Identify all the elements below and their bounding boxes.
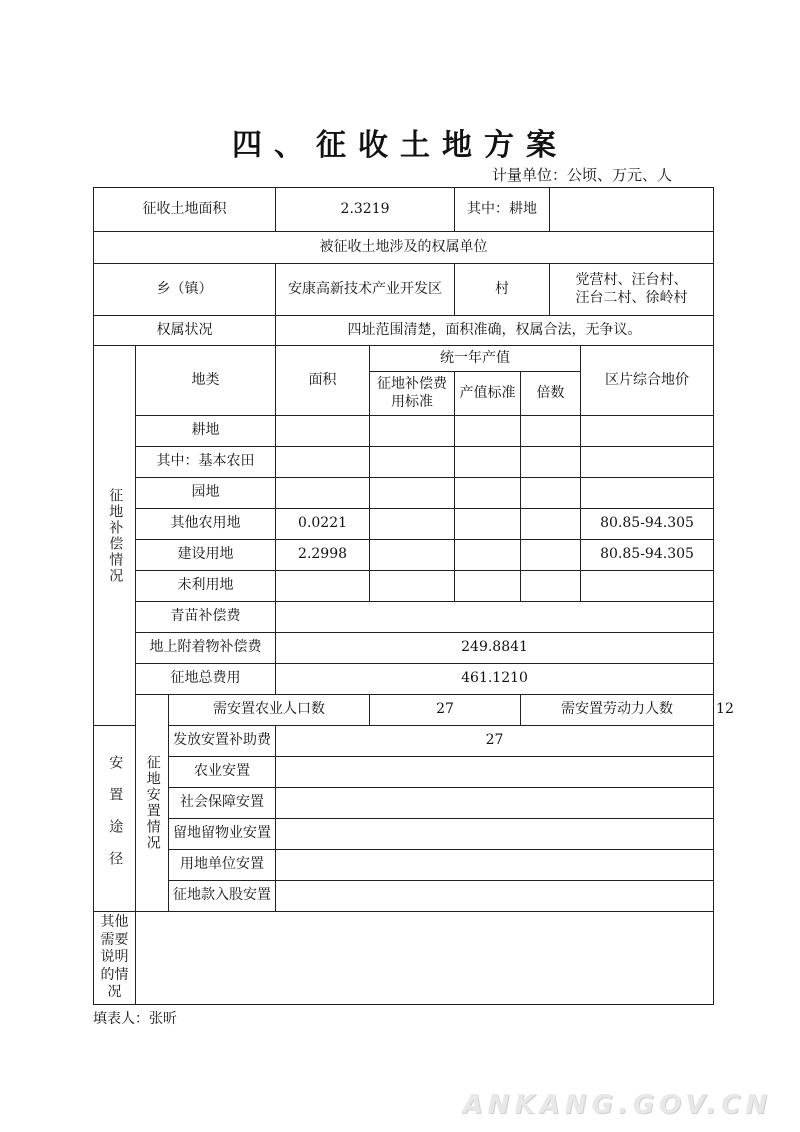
resettlement-section-text: 征地安置情况 (144, 755, 161, 851)
labor-label: 需安置劳动力人数 (521, 695, 714, 726)
area-label: 征收土地面积 (94, 188, 276, 232)
zone-price-cell (581, 478, 714, 509)
measurement-unit: 计量单位：公顷、万元、人 (491, 166, 672, 184)
compensation-section-text: 征地补偿情况 (107, 487, 124, 584)
arable-label: 其中：耕地 (455, 188, 550, 232)
area-value: 2.3219 (276, 188, 455, 232)
multiple-cell (521, 447, 581, 478)
multiple-cell (521, 571, 581, 602)
land-type-cell: 其他农用地 (136, 509, 276, 540)
area-cell: 2.2998 (276, 540, 370, 571)
village-value-line: 汪台二村、徐岭村 (575, 289, 688, 306)
resettlement-item-value (276, 850, 714, 881)
output-cell (455, 571, 521, 602)
compensation-section-label (94, 346, 136, 726)
resettlement-item-value (276, 757, 714, 788)
resettlement-item-value (276, 881, 714, 912)
area-cell (276, 478, 370, 509)
village-value-line: 党营村、汪台村、 (575, 272, 688, 288)
village-label: 村 (455, 264, 550, 316)
seedling-value (276, 602, 714, 633)
output-cell (455, 540, 521, 571)
land-type-header: 地类 (136, 346, 276, 416)
ownership-label: 权属状况 (94, 316, 276, 346)
seedling-label: 青苗补偿费 (136, 602, 276, 633)
site-watermark: ANKANG.GOV.CN (462, 1090, 772, 1120)
output-standard-header: 产值标准 (455, 372, 521, 416)
zone-price-header: 区片综合地价 (581, 346, 714, 416)
fee-cell (370, 571, 455, 602)
area-cell (276, 571, 370, 602)
multiple-cell (521, 509, 581, 540)
output-cell (455, 478, 521, 509)
fee-cell (370, 416, 455, 447)
zone-price-cell (581, 571, 714, 602)
resettlement-item-value (276, 788, 714, 819)
resettlement-item-label: 农业安置 (169, 757, 276, 788)
output-cell (455, 509, 521, 540)
total-fee-value: 461.1210 (276, 664, 714, 695)
resettlement-item-label: 留地留物业安置 (169, 819, 276, 850)
resettlement-item-value: 27 (276, 726, 714, 757)
resettlement-section-label (136, 695, 169, 912)
area-cell (276, 447, 370, 478)
village-value (550, 264, 714, 316)
fee-standard-header: 征地补偿费用标准 (370, 372, 455, 416)
fee-cell (370, 540, 455, 571)
annual-output-header: 统一年产值 (370, 346, 581, 372)
zone-price-cell: 80.85-94.305 (581, 540, 714, 571)
output-cell (455, 416, 521, 447)
multiple-cell (521, 540, 581, 571)
form-filler: 填表人：张昕 (93, 1011, 177, 1027)
resettlement-item-value (276, 819, 714, 850)
land-type-cell: 其中：基本农田 (136, 447, 276, 478)
owner-section-title: 被征收土地涉及的权属单位 (94, 232, 714, 264)
zone-price-cell (581, 447, 714, 478)
other-value (136, 912, 714, 1005)
land-type-cell: 园地 (136, 478, 276, 509)
attachment-label: 地上附着物补偿费 (136, 633, 276, 664)
multiple-header: 倍数 (521, 372, 581, 416)
output-cell (455, 447, 521, 478)
page-title: 四、征收土地方案 (232, 128, 568, 163)
resettlement-item-label: 发放安置补助费 (169, 726, 276, 757)
resettlement-item-label: 用地单位安置 (169, 850, 276, 881)
fee-cell (370, 509, 455, 540)
land-type-cell: 未利用地 (136, 571, 276, 602)
attachment-value: 249.8841 (276, 633, 714, 664)
total-fee-label: 征地总费用 (136, 664, 276, 695)
arable-value (550, 188, 714, 232)
zone-price-cell: 80.85-94.305 (581, 509, 714, 540)
fee-cell (370, 478, 455, 509)
land-type-cell: 耕地 (136, 416, 276, 447)
other-label: 其他需要说明的情况 (94, 912, 136, 1005)
area-header: 面积 (276, 346, 370, 416)
population-label: 需安置农业人口数 (169, 695, 370, 726)
resettlement-item-label: 征地款入股安置 (169, 881, 276, 912)
area-cell (276, 416, 370, 447)
approach-label (94, 726, 136, 912)
population-value: 27 (370, 695, 521, 726)
fee-cell (370, 447, 455, 478)
ownership-value: 四址范围清楚，面积准确，权属合法，无争议。 (276, 316, 714, 346)
area-cell: 0.0221 (276, 509, 370, 540)
land-expropriation-table: 征收土地面积 2.3219 其中：耕地 被征收土地涉及的权属单位 乡（镇） 安康高新技术产业开发区 村 党营村、汪台村、 汪台二村、徐岭村 权属状况 四址范围清楚，面积准确，权属合法，无争议。 征地补偿情况 地类 面积 统一年产值 区片综合地价 征地补偿费用标准 产值标准 倍数 耕地 其中：基本农田 园地 其他农用地 0.0221 80.85-94.305 建设用地 2.2998 80.85-94.305 未利用地 青苗补偿费 地上附着物补偿费 249.8841 征地总费用 461.1210 征地安置情况 需安置农业人口数 27 需安置劳动力人数 12 安置途径 发放安置补助费 27 农业安置 社会保障安置 留地留物业安置 用地单位安置 征地款入股安置 其他需要说明的情况 (93, 187, 714, 1005)
multiple-cell (521, 416, 581, 447)
land-type-cell: 建设用地 (136, 540, 276, 571)
multiple-cell (521, 478, 581, 509)
town-value: 安康高新技术产业开发区 (276, 264, 455, 316)
approach-text: 安置途径 (107, 754, 124, 883)
town-label: 乡（镇） (94, 264, 276, 316)
resettlement-item-label: 社会保障安置 (169, 788, 276, 819)
zone-price-cell (581, 416, 714, 447)
